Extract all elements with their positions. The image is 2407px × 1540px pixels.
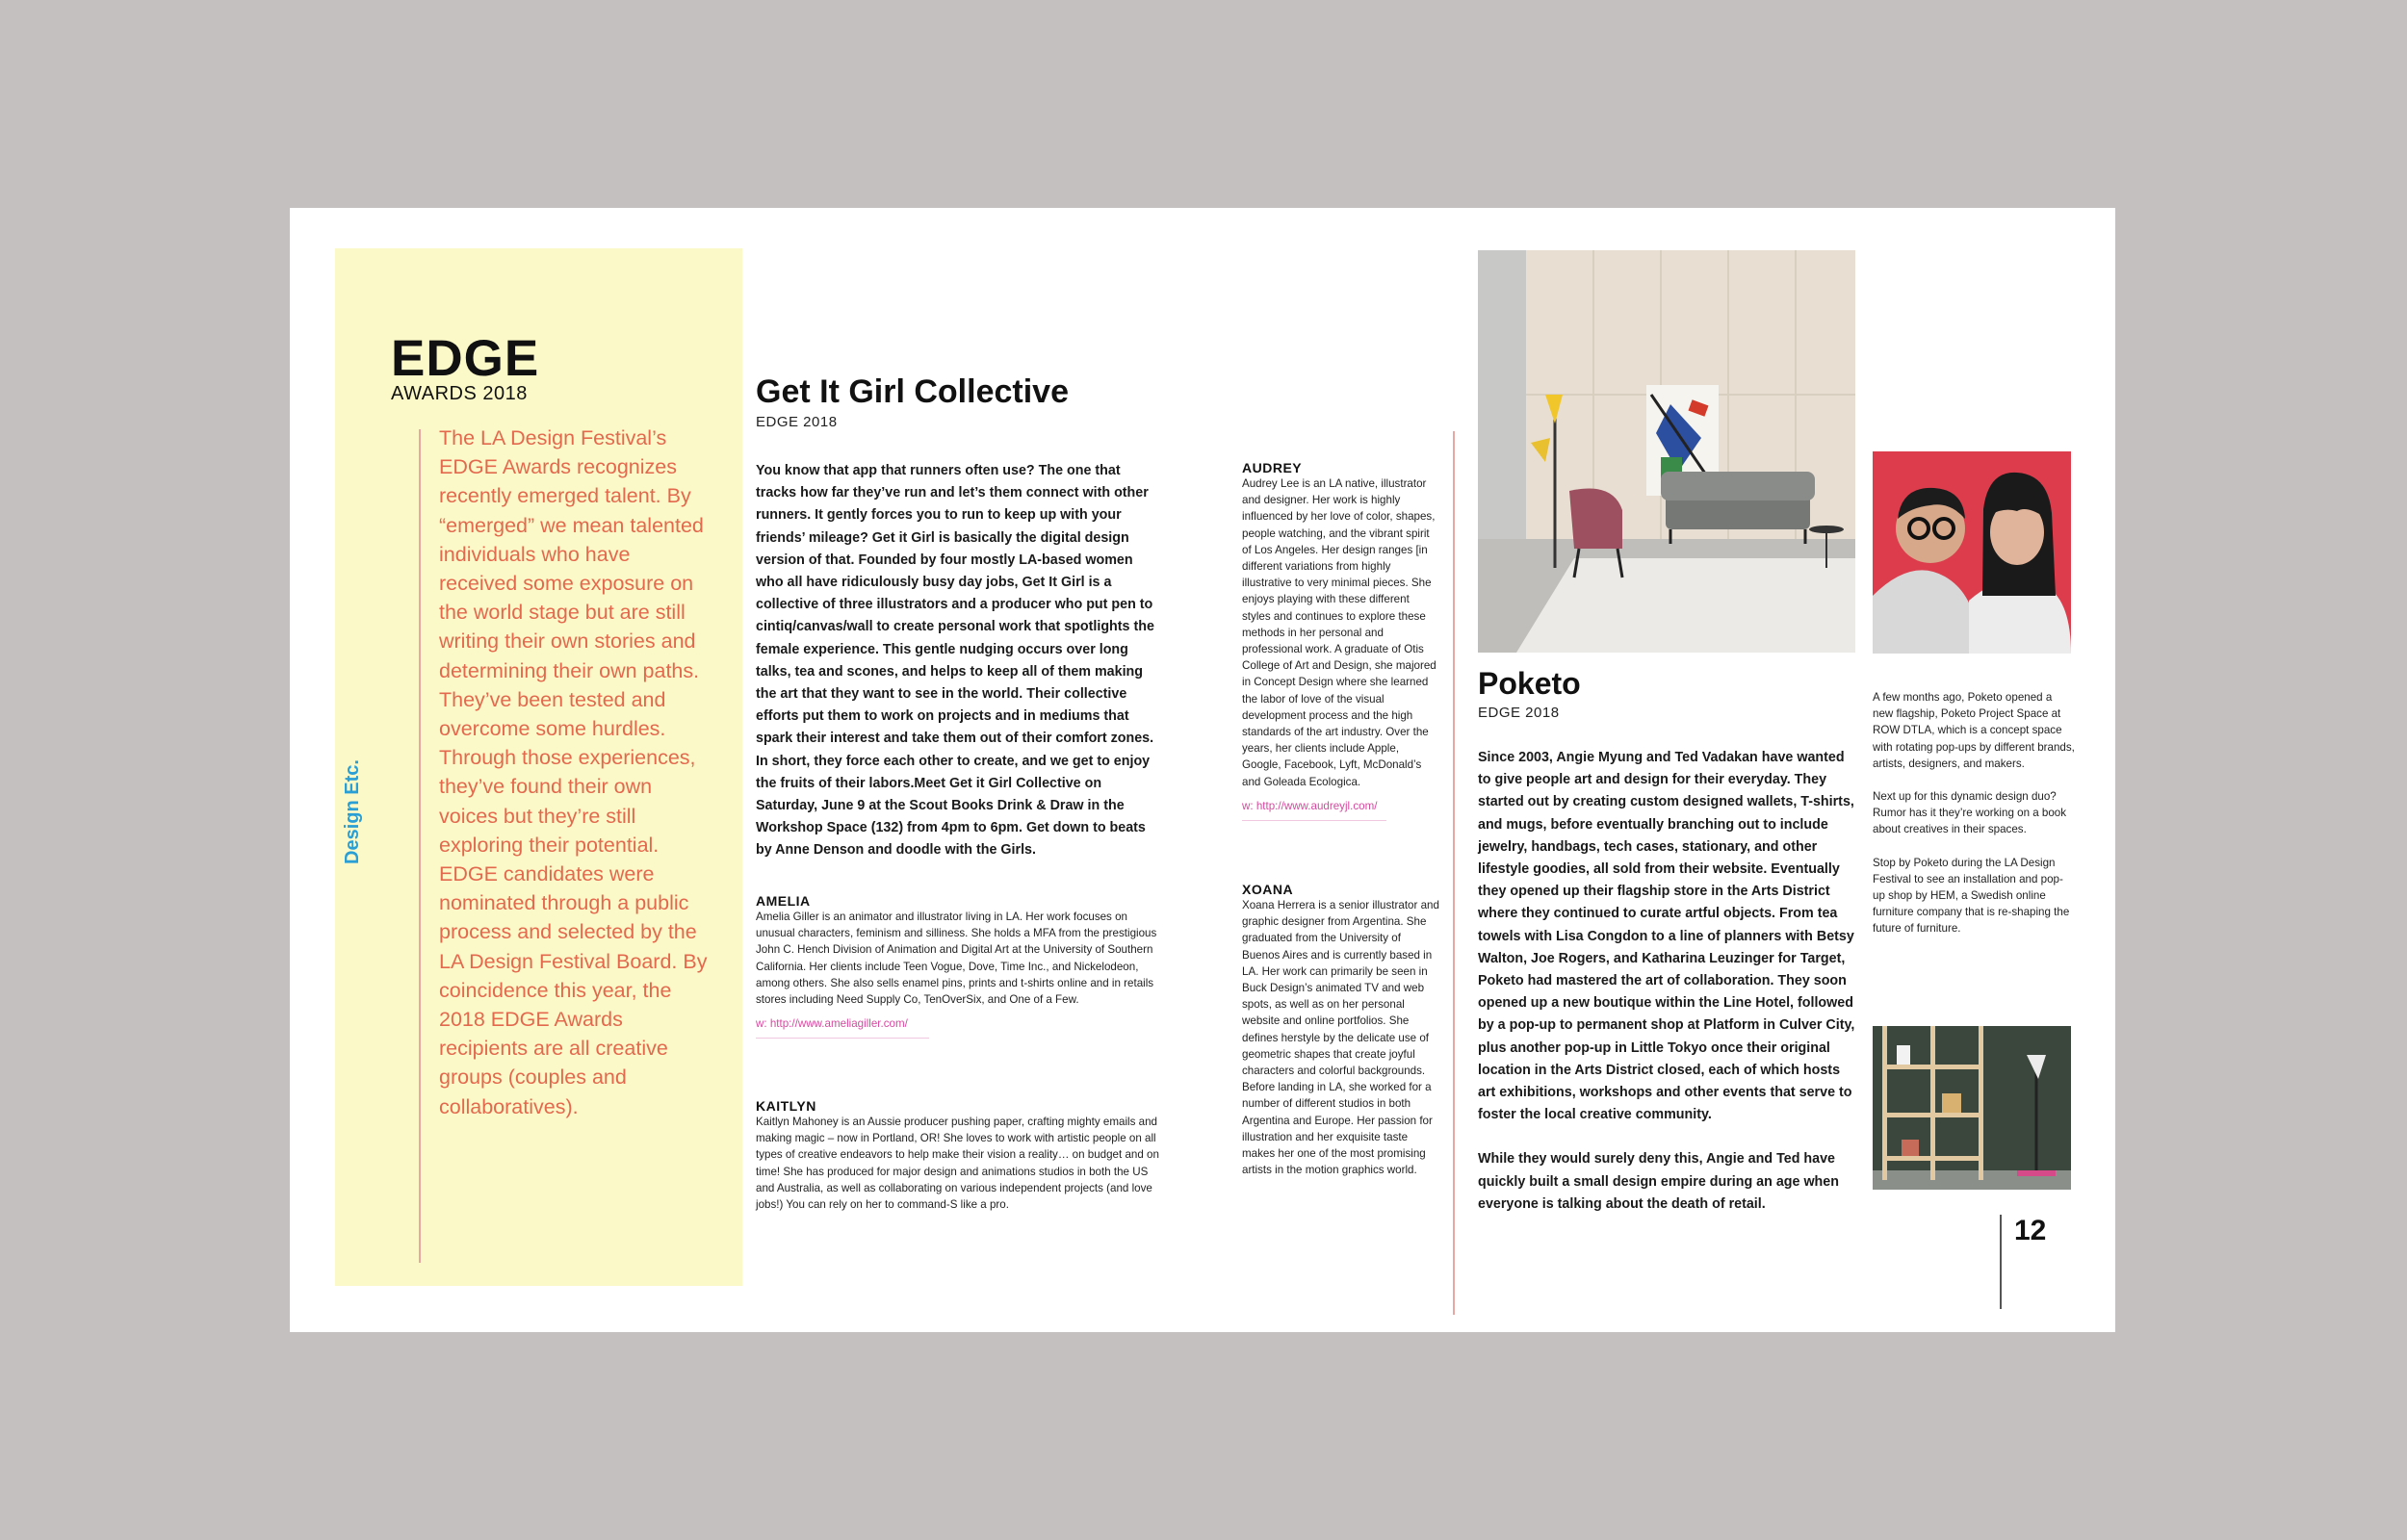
bio-text-kaitlyn: Kaitlyn Mahoney is an Aussie producer pushing paper, crafting mighty emails and making magic – now in Portland, OR! She loves to work with artistic people on all types of creative endeavors to help make their vision a reality… on budget and on time! She has produced for major design and animations studios in both the US and Australia, as well as collaborating on various independent projects (and love jobs!) You can rely on her to command-S like a pro. bbox=[756, 1116, 1159, 1212]
bio-name-xoana: XOANA bbox=[1242, 882, 1294, 897]
poketo-subtitle: EDGE 2018 bbox=[1478, 705, 1560, 721]
gig-body-text: You know that app that runners often use? The one that tracks how far they’ve run and let’s them connect with other runners. It gently forces you to run to keep up with your friends’ mileage? Get it Girl is basically the digital design version of that. Founded by four mostly LA-based women who all have ridiculously busy day jobs, Get It Girl is a collective of three illustrators and a producer who put pen to cintiq/canvas/wall to create personal work that spotlights the female experience. This gentle nudging occurs over long talks, tea and scones, and helps to keep all of them making the art that they want to see in the world. Their collective efforts put them to work on projects and in mediums that spark their interest and take them out of their comfort zones. In short, they force each other to create, and we get to enjoy the fruits of their labors.Meet Get it Girl Collective on Saturday, June 9 at the Scout Books Drink & Draw in the Workshop Space (132) from 4pm to 6pm. Get down to beats by Anne Denson and doodle with the Girls. bbox=[756, 463, 1154, 859]
bio-amelia bbox=[756, 893, 1160, 1039]
link-divider bbox=[1242, 820, 1386, 821]
bio-text-audrey: Audrey Lee is an LA native, illustrator and designer. Her work is highly influenced by her love of color, shapes, people watching, and the vibrant spirit of Los Angeles. Her design ranges [in different variations from highly illustrative to very minimal pieces. She enjoys playing with these different styles and continues to explore these methods in her personal and professional work. A graduate of Otis College of Art and Design, she majored in Concept Design where she learned the labor of love of the visual development process and the high standards of the art industry. Over the years, her clients include Apple, Google, Facebook, Lyft, McDonald’s and Goleada Ecologica. bbox=[1242, 477, 1436, 788]
magazine-spread bbox=[290, 208, 2115, 1332]
page-number: 12 bbox=[2014, 1215, 2047, 1246]
bio-kaitlyn bbox=[756, 1098, 1160, 1213]
gig-title: Get It Girl Collective bbox=[756, 373, 1069, 410]
bio-audrey bbox=[1242, 460, 1440, 821]
bio-name-amelia: AMELIA bbox=[756, 893, 811, 909]
poketo-title: Poketo bbox=[1478, 666, 1581, 701]
link-divider bbox=[756, 1038, 929, 1039]
bio-text-amelia: Amelia Giller is an animator and illustrator living in LA. Her work focuses on unusual characters, feminism and silliness. She holds a MFA from the prestigious John C. Hench Division of Animation and Digital Art at the University of Southern California. Her clients include Teen Vogue, Dove, Time Inc., and Nickelodeon, among others. She also sells enamel pins, prints and t-shirts online and in retails stores including Need Supply Co, TenOverSix, and One of a Few. bbox=[756, 911, 1157, 1007]
founders-portrait-photo bbox=[1873, 451, 2071, 654]
edge-sidebar bbox=[335, 248, 742, 1286]
sidebar-rule bbox=[419, 429, 421, 1263]
poketo-note-1: A few months ago, Poketo opened a new flagship, Poketo Project Space at ROW DTLA, which is a concept space with rotating pop-ups by different brands, artists, designers, and makers. bbox=[1873, 691, 2075, 770]
bio-name-kaitlyn: KAITLYN bbox=[756, 1098, 816, 1114]
room-photo-illustration bbox=[1478, 250, 1855, 653]
edge-title: EDGE bbox=[391, 330, 540, 387]
poketo-note-2: Next up for this dynamic design duo? Rumor has it they’re working on a book about creatives in their spaces. bbox=[1873, 790, 2067, 836]
poketo-room-photo bbox=[1478, 250, 1855, 653]
shelf-illustration bbox=[1873, 1026, 2071, 1190]
poketo-paragraph-2: While they would surely deny this, Angie and Ted have quickly built a small design empire during an age when everyone is talking about the death of retail. bbox=[1478, 1151, 1839, 1212]
bio-text-xoana: Xoana Herrera is a senior illustrator and graphic designer from Argentina. She graduated from the University of Buenos Aires and is currently based in LA. Her work can primarily be seen in Buck Design’s animated TV and web spots, as well as on her personal website and online portfolios. She defines herstyle by the delicate use of geometric shapes that create joyful characters and colorful backgrounds. Before landing in LA, she worked for a number of different studios in both Argentina and Europe. Her passion for illustration and her exquisite taste makes her one of the most promising artists in the motion graphics world. bbox=[1242, 899, 1439, 1177]
column-rule bbox=[1453, 431, 1455, 1315]
section-label: Design Etc. bbox=[342, 759, 363, 864]
portrait-illustration bbox=[1873, 451, 2071, 654]
shelf-photo bbox=[1873, 1026, 2071, 1190]
poketo-body-text bbox=[1478, 747, 1855, 1216]
edge-intro-text: The LA Design Festival’s EDGE Awards recognizes recently emerged talent. By “emerged” we mean talented individuals who have received some exposure on the world stage but are still writing their own stories and determining their own paths. They’ve been tested and overcome some hurdles. Through those experiences, they’ve found their own voices but they’re still exploring their potential. EDGE candidates were nominated through a public process and selected by the LA Design Festival Board. By coincidence this year, the 2018 EDGE Awards recipients are all creative groups (couples and collaboratives). bbox=[439, 426, 708, 1118]
gig-subtitle: EDGE 2018 bbox=[756, 414, 838, 430]
poketo-sidebar-notes bbox=[1873, 689, 2075, 937]
bio-xoana bbox=[1242, 882, 1440, 1178]
link-audrey[interactable]: w: http://www.audreyjl.com/ bbox=[1242, 799, 1378, 812]
page-number-rule bbox=[2000, 1215, 2002, 1309]
poketo-note-3: Stop by Poketo during the LA Design Festival to see an installation and pop-up shop by HEM, a Swedish online furniture company that is re-shaping the future of furniture. bbox=[1873, 856, 2070, 936]
bio-name-audrey: AUDREY bbox=[1242, 460, 1303, 475]
poketo-paragraph-1: Since 2003, Angie Myung and Ted Vadakan have wanted to give people art and design for their everyday. They started out by creating custom designed wallets, T-shirts, and mugs, before eventually branching out to include jewelry, handbags, tech cases, stationary, and other lifestyle goodies, all sold from their website. Eventually they opened up their flagship store in the Arts District where they continued to curate artful objects. From tea towels with Lisa Congdon to a line of planners with Betsy Walton, Joe Rogers, and Katharina Leuzinger for Target, Poketo had mastered the art of collaboration. They soon opened up a new boutique within the Line Hotel, followed by a pop-up to permanent shop at Platform in Culver City, plus another pop-up in Little Tokyo once their original location in the Arts District closed, each of which hosts art exhibitions, workshops and other events that serve to foster the local creative community. bbox=[1478, 750, 1855, 1123]
link-amelia[interactable]: w: http://www.ameliagiller.com/ bbox=[756, 1017, 908, 1031]
edge-subtitle: AWARDS 2018 bbox=[391, 383, 528, 404]
